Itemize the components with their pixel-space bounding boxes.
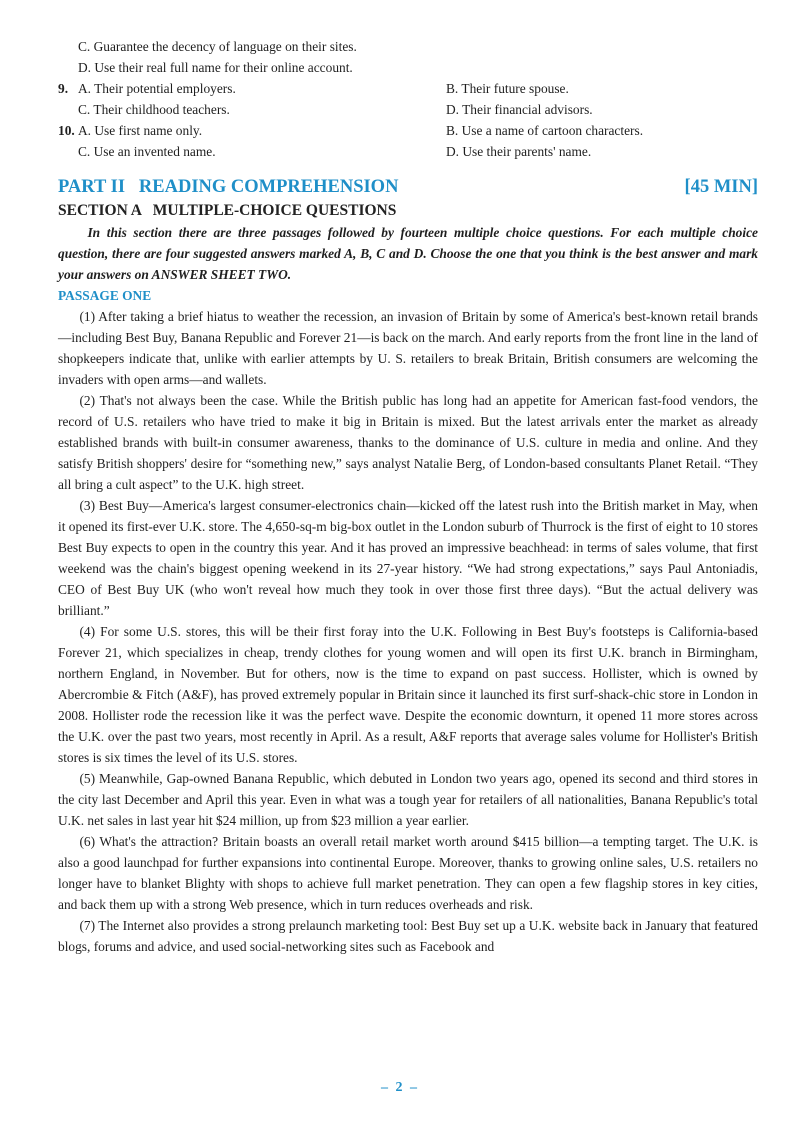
option-row xyxy=(58,57,758,78)
option-right: B. Their future spouse. xyxy=(446,81,569,96)
part-title: PART II READING COMPREHENSION xyxy=(58,177,399,197)
section-heading: SECTION A MULTIPLE-CHOICE QUESTIONS xyxy=(58,202,397,219)
option-left: C. Guarantee the decency of language on their sites. xyxy=(78,39,357,54)
passage-paragraph: (2) That's not always been the case. While the British public has long had an appetite for American fast-food vendors, the record of U.S. retailers who have tried to make it big in Britain is mixed. But the latest arrivals enter the market as already established brands with built-in consumer awareness, thanks to the dominance of U.S. culture in media and online. And they satisfy British shoppers' desire for “something new,” says analyst Natalie Berg, of London-based consultants Planet Retail. “They all bring a cult aspect” to the U.K. high street. xyxy=(58,393,758,492)
section-instructions: In this section there are three passages followed by fourteen multiple choice questions. For each multiple choice question, there are four suggested answers marked A, B, C and D. Choose the one that you think is the best answer and mark your answers on ANSWER SHEET TWO. xyxy=(58,225,758,282)
option-row xyxy=(58,120,758,141)
option-right: D. Use their parents' name. xyxy=(446,144,592,159)
exam-page xyxy=(58,36,758,957)
passage-label: PASSAGE ONE xyxy=(58,288,152,303)
option-row xyxy=(58,78,758,99)
option-right: D. Their financial advisors. xyxy=(446,102,593,117)
option-row xyxy=(58,99,758,120)
passage-paragraph: (6) What's the attraction? Britain boasts an overall retail market worth around $415 billion—a tempting target. The U.K. is also a good launchpad for further expansions into continental Europe. Moreover, thanks to growing online sales, U.S. retailers no longer have to blanket Blighty with shops to achieve full market penetration. They can open a few flagship stores in key cities, and back them up with a strong Web presence, which in turn reduces overheads and risk. xyxy=(58,834,758,912)
passage-paragraph: (5) Meanwhile, Gap-owned Banana Republic, which debuted in London two years ago, opened its second and third stores in the city last December and April this year. Even in what was a tough year for retailers of all nationalities, Banana Republic's total U.K. net sales in last year hit $24 million, up from $23 million a year earlier. xyxy=(58,771,758,828)
question-number: 9. xyxy=(58,81,69,96)
option-left: C. Use an invented name. xyxy=(78,144,216,159)
option-left: D. Use their real full name for their online account. xyxy=(78,60,353,75)
passage-paragraph: (7) The Internet also provides a strong prelaunch marketing tool: Best Buy set up a U.K. website back in January that featured blogs, forums and advice, and used social-networking sites such as Facebook and xyxy=(58,918,758,954)
question-number: 10. xyxy=(58,123,75,138)
option-left: C. Their childhood teachers. xyxy=(78,102,230,117)
option-left: A. Their potential employers. xyxy=(78,81,236,96)
part-time-limit: [45 MIN] xyxy=(684,177,758,197)
option-left: A. Use first name only. xyxy=(78,123,203,138)
passage-paragraph: (4) For some U.S. stores, this will be their first foray into the U.K. Following in Best Buy's footsteps is California-based Forever 21, which specializes in cheap, trendy clothes for young women and will open its first U.K. branch in Birmingham, northern England, in November. But for others, now is the time to expand on past success. Hollister, which is owned by Abercrombie & Fitch (A&F), has proved extremely popular in Britain since it launched its first surf-shack-chic store in London in 2008. Hollister rode the recession like it was the perfect wave. Despite the economic downturn, it opened 11 more stores across the U.K. over the past two years, most recently in April. As a result, A&F reports that average sales volume for Hollister's British stores is six times the level of its U.S. stores. xyxy=(58,624,758,765)
page-number: – 2 – xyxy=(381,1080,419,1095)
passage-paragraph: (1) After taking a brief hiatus to weather the recession, an invasion of Britain by some of America's best-known retail brands—including Best Buy, Banana Republic and Forever 21—is back on the march. And early reports from the front line in the land of shopkeepers indicate that, unlike with earlier attempts by U. S. retailers to break Britain, British consumers are welcoming the invaders with open arms—and wallets. xyxy=(58,309,758,387)
option-row xyxy=(58,141,758,162)
answer-options xyxy=(58,36,758,162)
part-heading xyxy=(58,174,758,200)
option-row xyxy=(58,36,758,57)
option-right: B. Use a name of cartoon characters. xyxy=(446,123,644,138)
passage-paragraph: (3) Best Buy—America's largest consumer-electronics chain—kicked off the latest rush into the British market in May, when it opened its first-ever U.K. store. The 4,650-sq-m big-box outlet in the London suburb of Thurrock is the first of eight to 10 stores Best Buy expects to open in the country this year. And it has proved an impressive beachhead: in terms of sales volume, that first weekend was the chain's biggest opening weekend in its 27-year history. “We had strong expectations,” says Paul Antoniadis, CEO of Best Buy UK (who won't reveal how much they took in over those first three days). “But the actual delivery was brilliant.” xyxy=(58,498,758,618)
